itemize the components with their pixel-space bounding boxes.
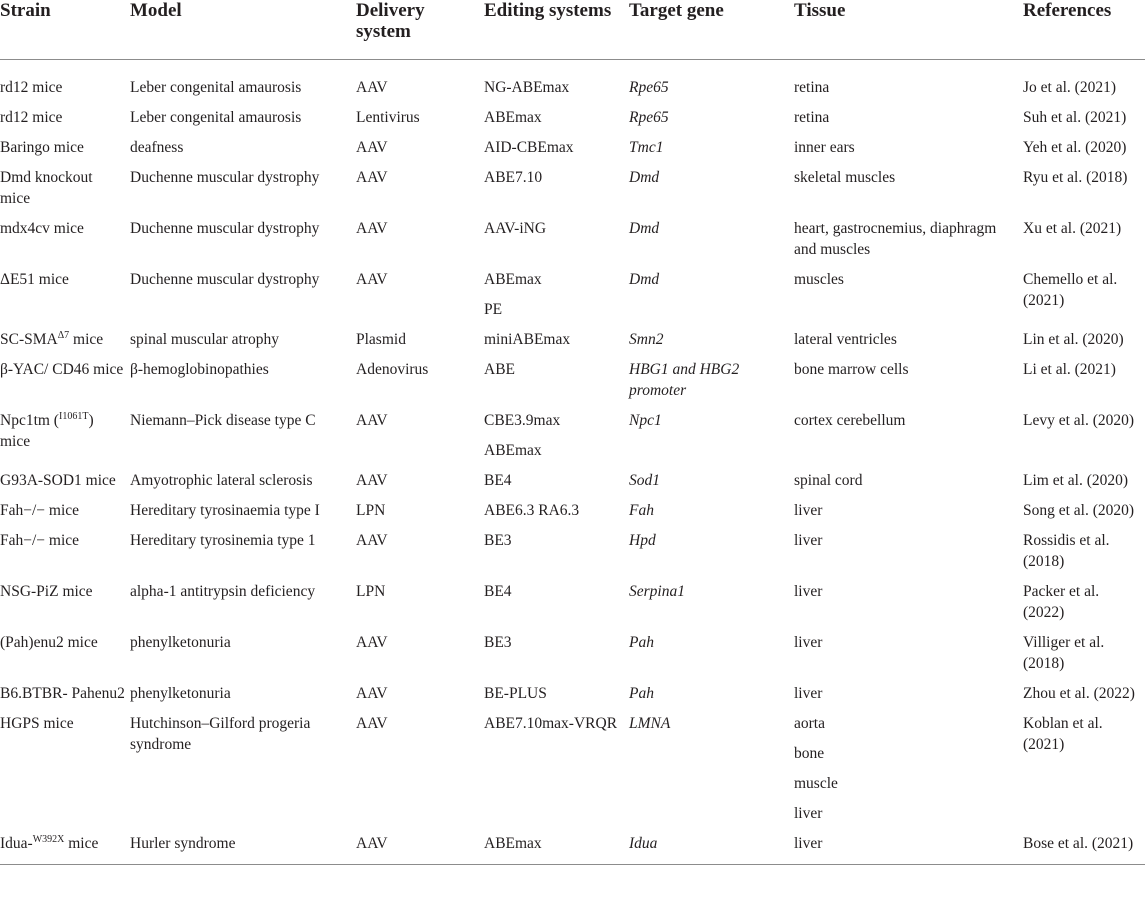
cell-target-gene: Tmc1 (629, 139, 664, 156)
cell-tissue-item: liver (794, 532, 823, 549)
table-row (0, 500, 1145, 530)
cell-editing-systems (484, 269, 629, 329)
cell-editing-systems (484, 359, 629, 410)
header-strain: Strain (0, 0, 130, 60)
strain-text-tail: mice (69, 331, 104, 348)
cell-reference: Chemello et al. (2021) (1023, 271, 1118, 309)
cell-model: phenylketonuria (130, 634, 231, 651)
cell-delivery-system: AAV (356, 715, 388, 732)
cell-editing-systems-item: BE3 (484, 634, 512, 651)
cell-reference: Jo et al. (2021) (1023, 79, 1116, 96)
cell-tissue-item: liver (794, 685, 823, 702)
cell-delivery-system: AAV (356, 685, 388, 702)
cell-target-gene: Npc1 (629, 412, 662, 429)
cell-editing-systems-item: AID-CBEmax (484, 139, 574, 156)
cell-tissue-item: muscle (794, 775, 838, 792)
cell-reference: Koblan et al. (2021) (1023, 715, 1103, 753)
cell-delivery-system: LPN (356, 583, 386, 600)
cell-editing-systems (484, 167, 629, 218)
table-row (0, 167, 1145, 218)
cell-strain (0, 470, 130, 500)
cell-target-gene: Hpd (629, 532, 656, 549)
cell-strain (0, 359, 130, 410)
header-target-gene: Target gene (629, 0, 794, 60)
cell-reference: Lim et al. (2020) (1023, 472, 1129, 489)
cell-editing-systems-item: ABEmax (484, 835, 542, 852)
cell-model: Duchenne muscular dystrophy (130, 271, 320, 288)
cell-editing-systems (484, 713, 629, 833)
cell-tissue-item: aorta (794, 715, 825, 732)
cell-tissue (794, 60, 1023, 108)
strain-superscript: Δ7 (57, 329, 70, 341)
strain-text: SC-SMA (0, 331, 58, 348)
cell-editing-systems-item: ABE6.3 RA6.3 (484, 502, 580, 519)
cell-tissue (794, 713, 1023, 833)
strain-superscript: W392X (32, 833, 65, 845)
cell-tissue-item: bone marrow cells (794, 361, 909, 378)
strain-text: Idua- (0, 835, 33, 852)
cell-tissue (794, 218, 1023, 269)
strain-text: Npc1tm ( (0, 412, 59, 429)
cell-target-gene: Dmd (629, 220, 660, 237)
cell-tissue (794, 581, 1023, 632)
header-tissue: Tissue (794, 0, 1023, 60)
table-row (0, 329, 1145, 359)
strain-text: rd12 mice (0, 79, 63, 96)
cell-tissue-item: inner ears (794, 139, 855, 156)
cell-delivery-system: AAV (356, 271, 388, 288)
table-row (0, 107, 1145, 137)
cell-editing-systems-item: ABEmax (484, 271, 542, 288)
cell-model: Niemann–Pick disease type C (130, 412, 316, 429)
table-row (0, 218, 1145, 269)
cell-reference: Villiger et al. (2018) (1023, 634, 1105, 672)
cell-target-gene: Fah (629, 502, 654, 519)
header-editing-systems: Editing systems (484, 0, 629, 60)
cell-reference: Suh et al. (2021) (1023, 109, 1127, 126)
cell-target-gene: Smn2 (629, 331, 664, 348)
cell-editing-systems (484, 530, 629, 581)
cell-editing-systems (484, 581, 629, 632)
cell-editing-systems (484, 60, 629, 108)
cell-strain (0, 107, 130, 137)
table-row (0, 470, 1145, 500)
strain-text: ΔE51 mice (0, 271, 69, 288)
table-row (0, 269, 1145, 329)
cell-strain (0, 530, 130, 581)
cell-editing-systems-item: AAV-iNG (484, 220, 547, 237)
cell-model: Duchenne muscular dystrophy (130, 220, 320, 237)
cell-tissue (794, 470, 1023, 500)
cell-reference: Song et al. (2020) (1023, 502, 1135, 519)
cell-tissue-item: liver (794, 805, 823, 822)
cell-editing-systems-item: miniABEmax (484, 331, 571, 348)
cell-tissue-item: retina (794, 109, 830, 126)
cell-editing-systems (484, 410, 629, 470)
table-row (0, 581, 1145, 632)
cell-strain (0, 833, 130, 865)
cell-model: Hurler syndrome (130, 833, 356, 865)
table-row (0, 359, 1145, 410)
strain-text: HGPS mice (0, 715, 74, 732)
header-row (0, 0, 1145, 60)
cell-tissue (794, 107, 1023, 137)
cell-reference: Packer et al. (2022) (1023, 583, 1100, 621)
cell-tissue-item: skeletal muscles (794, 169, 896, 186)
strain-text: B6.BTBR- Pahenu2 (0, 685, 125, 702)
strain-text: Baringo mice (0, 139, 84, 156)
cell-editing-systems (484, 137, 629, 167)
table-row (0, 410, 1145, 470)
strain-text: Dmd knockout mice (0, 169, 93, 207)
header-references: References (1023, 0, 1145, 60)
cell-strain (0, 137, 130, 167)
cell-target-gene: Dmd (629, 271, 660, 288)
cell-target-gene: Idua (629, 833, 794, 865)
cell-tissue (794, 329, 1023, 359)
strain-text: NSG-PiZ mice (0, 583, 93, 600)
strain-text: mdx4cv mice (0, 220, 84, 237)
cell-tissue-item: lateral ventricles (794, 331, 897, 348)
cell-strain (0, 632, 130, 683)
cell-tissue-item: spinal cord (794, 472, 863, 489)
cell-strain (0, 581, 130, 632)
cell-target-gene: Rpe65 (629, 79, 669, 96)
strain-text-tail: mice (64, 835, 99, 852)
table-row (0, 713, 1145, 833)
strain-text: β-YAC/ CD46 mice (0, 361, 124, 378)
cell-delivery-system: AAV (356, 139, 388, 156)
cell-target-gene: Sod1 (629, 472, 660, 489)
cell-tissue-item: liver (794, 502, 823, 519)
cell-delivery-system: AAV (356, 169, 388, 186)
cell-model: Leber congenital amaurosis (130, 79, 302, 96)
cell-strain (0, 683, 130, 713)
cell-editing-systems-item: ABEmax (484, 109, 542, 126)
cell-tissue-item: retina (794, 79, 830, 96)
cell-editing-systems (484, 632, 629, 683)
table-row (0, 833, 1145, 865)
cell-tissue-item: liver (794, 634, 823, 651)
cell-target-gene: Serpina1 (629, 583, 685, 600)
cell-editing-systems-item: ABE7.10 (484, 169, 543, 186)
table-row (0, 683, 1145, 713)
cell-tissue (794, 683, 1023, 713)
cell-reference: Zhou et al. (2022) (1023, 685, 1135, 702)
cell-editing-systems-item: BE3 (484, 532, 512, 549)
cell-tissue-item: liver (794, 835, 823, 852)
cell-target-gene: LMNA (629, 715, 671, 732)
strain-text: G93A-SOD1 mice (0, 472, 116, 489)
table-row (0, 137, 1145, 167)
cell-delivery-system: AAV (356, 220, 388, 237)
cell-delivery-system: AAV (356, 79, 388, 96)
cell-model: deafness (130, 139, 184, 156)
cell-model: Hereditary tyrosinaemia type I (130, 502, 320, 519)
cell-strain (0, 218, 130, 269)
cell-tissue-item: liver (794, 583, 823, 600)
cell-delivery-system: LPN (356, 502, 386, 519)
cell-tissue (794, 833, 1023, 865)
cell-strain (0, 500, 130, 530)
cell-editing-systems-item: ABE7.10max-VRQR (484, 715, 618, 732)
table-row (0, 530, 1145, 581)
cell-tissue (794, 530, 1023, 581)
cell-model: β-hemoglobinopathies (130, 361, 269, 378)
strain-superscript: I1061T (58, 410, 89, 422)
cell-tissue (794, 500, 1023, 530)
cell-editing-systems-item: ABEmax (484, 442, 542, 459)
cell-editing-systems-item: BE4 (484, 472, 512, 489)
strain-text: (Pah)enu2 mice (0, 634, 98, 651)
cell-delivery-system: Adenovirus (356, 361, 429, 378)
cell-reference: Rossidis et al. (2018) (1023, 532, 1110, 570)
strain-text: Fah−/− mice (0, 502, 80, 519)
cell-target-gene: Pah (629, 685, 654, 702)
cell-target-gene: HBG1 and HBG2 promoter (629, 361, 740, 399)
cell-delivery-system: Plasmid (356, 331, 406, 348)
cell-model: phenylketonuria (130, 685, 231, 702)
cell-model: Hutchinson–Gilford progeria syndrome (130, 715, 311, 753)
cell-tissue (794, 137, 1023, 167)
cell-strain (0, 713, 130, 833)
cell-strain (0, 329, 130, 359)
header-delivery-system: Delivery system (356, 0, 484, 60)
cell-strain (0, 60, 130, 108)
cell-editing-systems-item: BE-PLUS (484, 685, 547, 702)
cell-strain (0, 410, 130, 470)
cell-tissue-item: muscles (794, 271, 844, 288)
cell-reference: Yeh et al. (2020) (1023, 139, 1127, 156)
table-row (0, 632, 1145, 683)
cell-target-gene: Dmd (629, 169, 660, 186)
cell-editing-systems (484, 833, 629, 865)
cell-model: spinal muscular atrophy (130, 331, 279, 348)
cell-tissue-item: bone (794, 745, 825, 762)
cell-reference: Bose et al. (2021) (1023, 833, 1145, 865)
cell-target-gene: Rpe65 (629, 109, 669, 126)
cell-tissue (794, 410, 1023, 470)
cell-editing-systems (484, 500, 629, 530)
cell-tissue (794, 269, 1023, 329)
cell-delivery-system: Lentivirus (356, 109, 420, 126)
cell-tissue (794, 632, 1023, 683)
cell-strain (0, 167, 130, 218)
cell-model: Amyotrophic lateral sclerosis (130, 472, 313, 489)
cell-editing-systems (484, 107, 629, 137)
cell-model: Leber congenital amaurosis (130, 109, 302, 126)
cell-editing-systems-item: BE4 (484, 583, 512, 600)
cell-delivery-system: AAV (356, 412, 388, 429)
header-model: Model (130, 0, 356, 60)
cell-model: alpha-1 antitrypsin deficiency (130, 583, 316, 600)
cell-editing-systems-item: PE (484, 301, 503, 318)
cell-delivery-system: AAV (356, 532, 388, 549)
cell-tissue (794, 359, 1023, 410)
cell-reference: Li et al. (2021) (1023, 361, 1116, 378)
cell-editing-systems-item: NG-ABEmax (484, 79, 570, 96)
cell-model: Duchenne muscular dystrophy (130, 169, 320, 186)
cell-target-gene: Pah (629, 634, 654, 651)
cell-delivery-system: AAV (356, 634, 388, 651)
cell-reference: Levy et al. (2020) (1023, 412, 1135, 429)
cell-reference: Ryu et al. (2018) (1023, 169, 1128, 186)
cell-editing-systems (484, 683, 629, 713)
cell-editing-systems (484, 329, 629, 359)
cell-editing-systems-item: CBE3.9max (484, 412, 561, 429)
cell-model: Hereditary tyrosinemia type 1 (130, 532, 316, 549)
cell-reference: Xu et al. (2021) (1023, 220, 1122, 237)
cell-tissue-item: heart, gastrocnemius, diaphragm and muscles (794, 220, 997, 258)
cell-tissue-item: cortex cerebellum (794, 412, 906, 429)
strain-text-tail: ) mice (0, 412, 94, 450)
cell-delivery-system: AAV (356, 472, 388, 489)
cell-strain (0, 269, 130, 329)
strain-text: rd12 mice (0, 109, 63, 126)
cell-editing-systems (484, 218, 629, 269)
table-row (0, 60, 1145, 108)
cell-delivery-system: AAV (356, 833, 484, 865)
cell-reference: Lin et al. (2020) (1023, 331, 1124, 348)
cell-tissue (794, 167, 1023, 218)
cell-editing-systems (484, 470, 629, 500)
cell-editing-systems-item: ABE (484, 361, 515, 378)
strain-text: Fah−/− mice (0, 532, 80, 549)
